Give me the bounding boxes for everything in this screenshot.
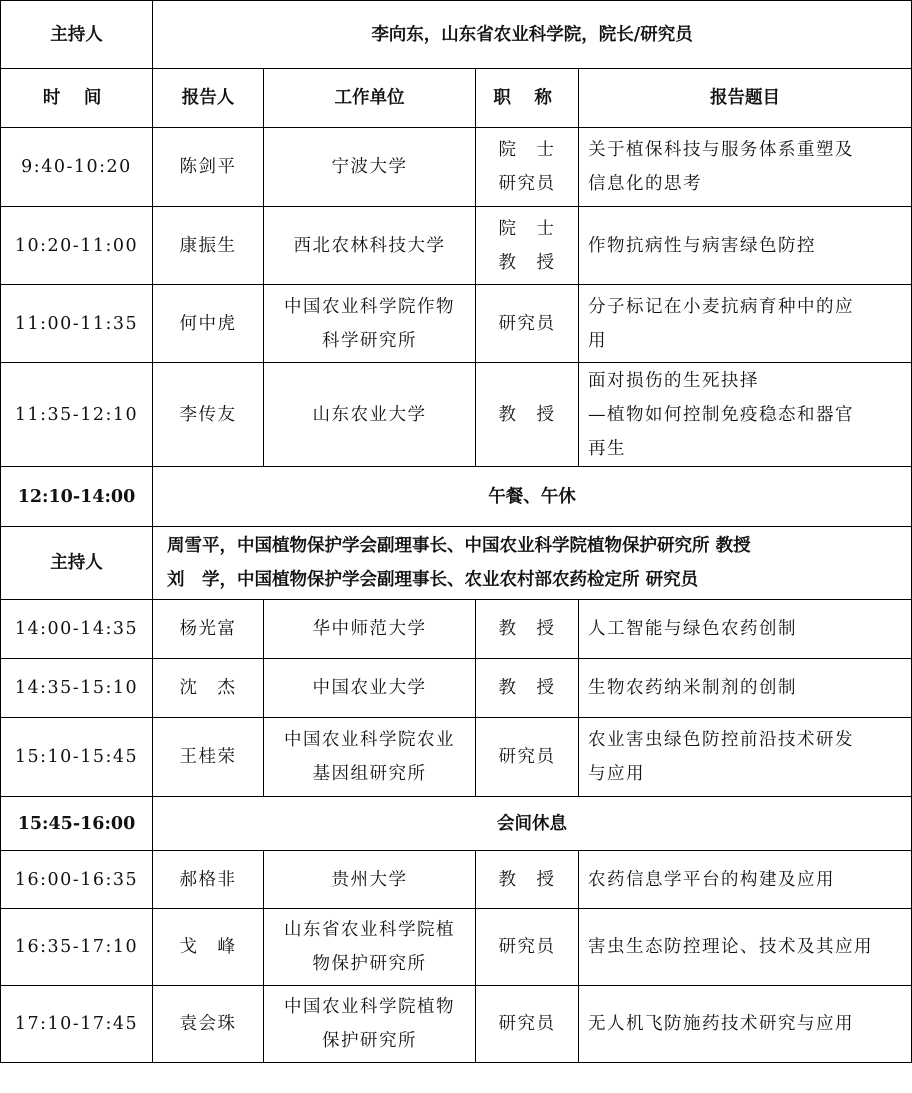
afternoon-hosts <box>153 527 912 600</box>
talk-row <box>1 363 912 467</box>
talk-row <box>1 600 912 659</box>
header-speaker: 报告人 <box>153 69 264 128</box>
talk-title <box>476 285 579 363</box>
header-affiliation: 工作单位 <box>264 69 476 128</box>
talk-speaker: 郝格非 <box>153 851 264 909</box>
talk-time: 17:10-17:45 <box>1 986 153 1063</box>
host-name: 李向东，山东省农业科学院，院长/研究员 <box>153 1 912 69</box>
title-line: 研究员 <box>498 313 556 334</box>
talk-speaker: 戈 峰 <box>153 909 264 986</box>
talk-topic <box>579 909 912 986</box>
topic-line: 信息化的思考 <box>588 174 702 194</box>
topic-line: 作物抗病性与病害绿色防控 <box>588 235 816 256</box>
topic-line: 再生 <box>588 438 626 459</box>
talk-topic <box>579 718 912 797</box>
afternoon-host-label: 主持人 <box>1 527 153 600</box>
talk-affiliation <box>264 128 476 207</box>
talk-time: 15:10-15:45 <box>1 718 153 797</box>
talk-speaker: 何中虎 <box>153 285 264 363</box>
talk-row <box>1 659 912 718</box>
affiliation-line: 西北农林科技大学 <box>293 235 446 256</box>
talk-row <box>1 986 912 1063</box>
talk-affiliation <box>264 986 476 1063</box>
talk-row <box>1 718 912 797</box>
affiliation-line: 中国农业大学 <box>312 678 427 698</box>
lunch-row <box>1 467 912 527</box>
talk-affiliation <box>264 851 476 909</box>
topic-line: 生物农药纳米制剂的创制 <box>588 678 797 698</box>
talk-topic <box>579 128 912 207</box>
talk-title <box>476 909 579 986</box>
talk-speaker: 袁会珠 <box>153 986 264 1063</box>
affiliation-line: 科学研究所 <box>322 330 417 351</box>
table-header-row <box>1 69 912 128</box>
host-label: 主持人 <box>1 1 153 69</box>
title-line: 教 授 <box>498 252 556 273</box>
title-line: 教 授 <box>498 869 556 890</box>
afternoon-host-row <box>1 527 912 600</box>
talk-affiliation <box>264 285 476 363</box>
title-line: 教 授 <box>498 404 556 425</box>
morning-host-row <box>1 1 912 69</box>
topic-line: 用 <box>588 330 607 351</box>
talk-topic <box>579 207 912 285</box>
topic-line: 害虫生态防控理论、技术及其应用 <box>588 937 873 957</box>
affiliation-line: 贵州大学 <box>331 869 408 890</box>
talk-speaker: 王桂荣 <box>153 718 264 797</box>
talk-time: 16:00-16:35 <box>1 851 153 909</box>
talk-topic <box>579 851 912 909</box>
title-line: 院 士 <box>498 140 556 160</box>
title-line: 教 授 <box>498 678 556 698</box>
title-line: 院 士 <box>498 218 556 239</box>
talk-row <box>1 851 912 909</box>
talk-row <box>1 285 912 363</box>
talk-time: 10:20-11:00 <box>1 207 153 285</box>
talk-title <box>476 986 579 1063</box>
talk-speaker: 李传友 <box>153 363 264 467</box>
talk-title <box>476 128 579 207</box>
header-title: 职 称 <box>476 69 579 128</box>
topic-line: 无人机飞防施药技术研究与应用 <box>588 1014 854 1034</box>
title-line: 研究员 <box>498 937 556 957</box>
afternoon-host-1: 周雪平，中国植物保护学会副理事长、中国农业科学院植物保护研究所 教授 <box>167 536 751 556</box>
talk-row <box>1 128 912 207</box>
lunch-label: 午餐、午休 <box>153 467 912 527</box>
talk-affiliation <box>264 363 476 467</box>
talk-row <box>1 909 912 986</box>
talk-affiliation <box>264 207 476 285</box>
afternoon-talks-2 <box>1 851 912 1063</box>
talk-speaker: 杨光富 <box>153 600 264 659</box>
talk-title <box>476 600 579 659</box>
talk-speaker: 陈剑平 <box>153 128 264 207</box>
title-line: 教 授 <box>498 619 556 639</box>
talk-title <box>476 363 579 467</box>
affiliation-line: 华中师范大学 <box>312 619 427 639</box>
break-label: 会间休息 <box>153 797 912 851</box>
header-topic: 报告题目 <box>579 69 912 128</box>
talk-title <box>476 851 579 909</box>
talk-affiliation <box>264 659 476 718</box>
break-time: 15:45-16:00 <box>1 797 153 851</box>
talk-time: 11:35-12:10 <box>1 363 153 467</box>
topic-line: 农业害虫绿色防控前沿技术研发 <box>588 730 854 750</box>
break-row <box>1 797 912 851</box>
affiliation-line: 基因组研究所 <box>312 764 427 784</box>
header-time: 时 间 <box>1 69 153 128</box>
affiliation-line: 物保护研究所 <box>312 954 427 974</box>
talk-row <box>1 207 912 285</box>
affiliation-line: 中国农业科学院植物 <box>284 997 455 1017</box>
affiliation-line: 宁波大学 <box>331 157 408 177</box>
talk-speaker: 康振生 <box>153 207 264 285</box>
topic-line: —植物如何控制免疫稳态和器官 <box>588 404 854 425</box>
affiliation-line: 山东农业大学 <box>312 404 427 425</box>
affiliation-line: 中国农业科学院作物 <box>284 296 455 317</box>
affiliation-line: 中国农业科学院农业 <box>284 730 455 750</box>
talk-topic <box>579 363 912 467</box>
topic-line: 关于植保科技与服务体系重塑及 <box>588 140 854 160</box>
talk-time: 14:00-14:35 <box>1 600 153 659</box>
talk-title <box>476 718 579 797</box>
talk-topic <box>579 600 912 659</box>
talk-topic <box>579 659 912 718</box>
morning-talks <box>1 128 912 467</box>
talk-time: 16:35-17:10 <box>1 909 153 986</box>
talk-topic <box>579 285 912 363</box>
talk-topic <box>579 986 912 1063</box>
talk-speaker: 沈 杰 <box>153 659 264 718</box>
lunch-time: 12:10-14:00 <box>1 467 153 527</box>
afternoon-talks-1 <box>1 600 912 797</box>
topic-line: 分子标记在小麦抗病育种中的应 <box>588 296 854 317</box>
affiliation-line: 保护研究所 <box>322 1031 417 1051</box>
afternoon-host-2: 刘 学，中国植物保护学会副理事长、农业农村部农药检定所 研究员 <box>167 570 699 590</box>
topic-line: 与应用 <box>588 764 645 784</box>
title-line: 研究员 <box>498 174 556 194</box>
talk-title <box>476 659 579 718</box>
talk-affiliation <box>264 718 476 797</box>
affiliation-line: 山东省农业科学院植 <box>284 920 455 940</box>
topic-line: 面对损伤的生死抉择 <box>588 370 759 391</box>
topic-line: 人工智能与绿色农药创制 <box>588 619 797 639</box>
talk-affiliation <box>264 600 476 659</box>
talk-title <box>476 207 579 285</box>
topic-line: 农药信息学平台的构建及应用 <box>588 869 835 890</box>
title-line: 研究员 <box>498 747 556 767</box>
talk-affiliation <box>264 909 476 986</box>
talk-time: 14:35-15:10 <box>1 659 153 718</box>
talk-time: 11:00-11:35 <box>1 285 153 363</box>
talk-time: 9:40-10:20 <box>1 128 153 207</box>
title-line: 研究员 <box>498 1014 556 1034</box>
